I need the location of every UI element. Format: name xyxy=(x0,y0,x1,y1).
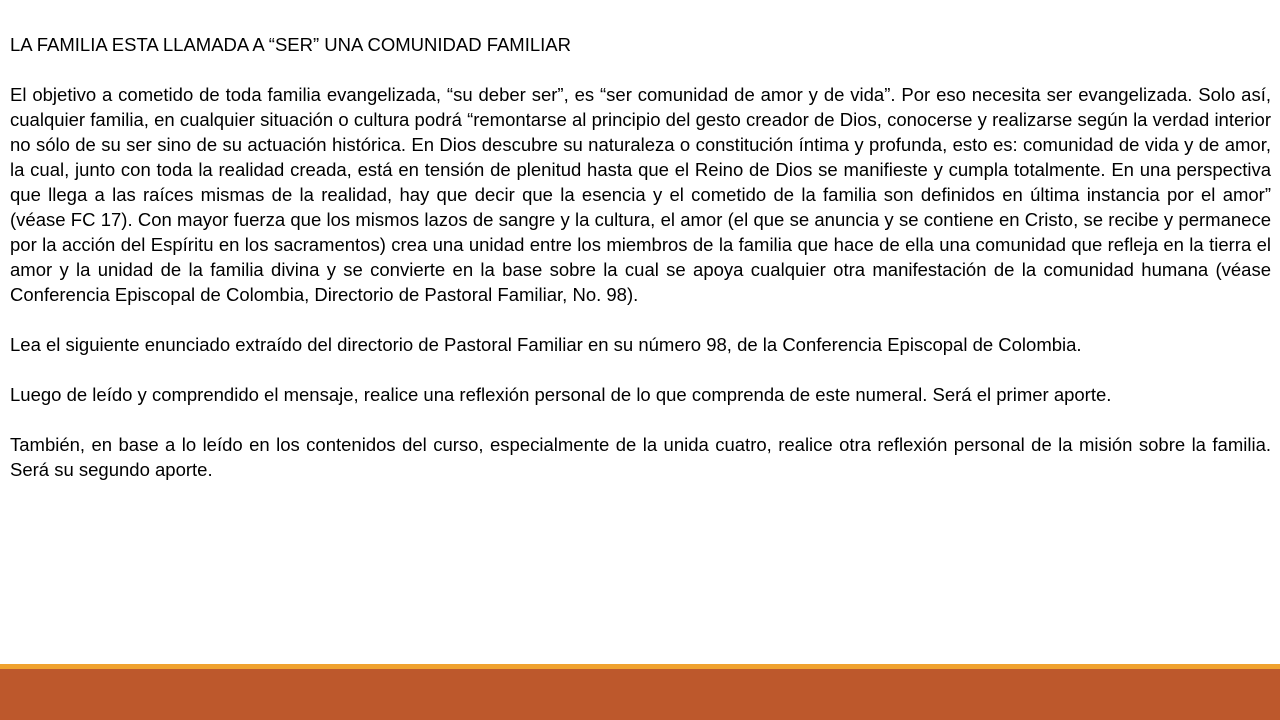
paragraph-context: El objetivo a cometido de toda familia evangelizada, “su deber ser”, es “ser comunidad de amor y de vida”. Por eso necesita ser evangelizada. Solo así, cualquier familia, en cualquier situación o cultura podrá “remontarse al principio del gesto creador de Dios, conocerse y realizarse según la verdad interior no sólo de su ser sino de su actuación histórica. En Dios descubre su naturaleza o constitución íntima y profunda, esto es: comunidad de vida y de amor, la cual, junto con toda la realidad creada, está en tensión de plenitud hasta que el Reino de Dios se manifieste y cumpla totalmente. En una perspectiva que llega a las raíces mismas de la realidad, hay que decir que la esencia y el cometido de la familia son definidos en última instancia por el amor” (véase FC 17). Con mayor fuerza que los mismos lazos de sangre y la cultura, el amor (el que se anuncia y se contiene en Cristo, se recibe y permanece por la acción del Espíritu en los sacramentos) crea una unidad entre los miembros de la familia que hace de ella una comunidad que refleja en la tierra el amor y la unidad de la familia divina y se convierte en la base sobre la cual se apoya cualquier otra manifestación de la comunidad humana (véase Conferencia Episcopal de Colombia, Directorio de Pastoral Familiar, No. 98). xyxy=(10,84,1271,305)
paragraph-instruction-read: Lea el siguiente enunciado extraído del directorio de Pastoral Familiar en su número 98, de la Conferencia Episcopal de Colombia. xyxy=(10,334,1082,355)
slide-content xyxy=(10,32,1271,482)
footer-bar xyxy=(0,669,1280,720)
paragraph-first-contribution: Luego de leído y comprendido el mensaje, realice una reflexión personal de lo que comprenda de este numeral. Será el primer aporte. xyxy=(10,384,1112,405)
paragraph-second-contribution: También, en base a lo leído en los contenidos del curso, especialmente de la unida cuatro, realice otra reflexión personal de la misión sobre la familia. Será su segundo aporte. xyxy=(10,434,1271,480)
slide-heading: LA FAMILIA ESTA LLAMADA A “SER” UNA COMUNIDAD FAMILIAR xyxy=(10,34,571,55)
